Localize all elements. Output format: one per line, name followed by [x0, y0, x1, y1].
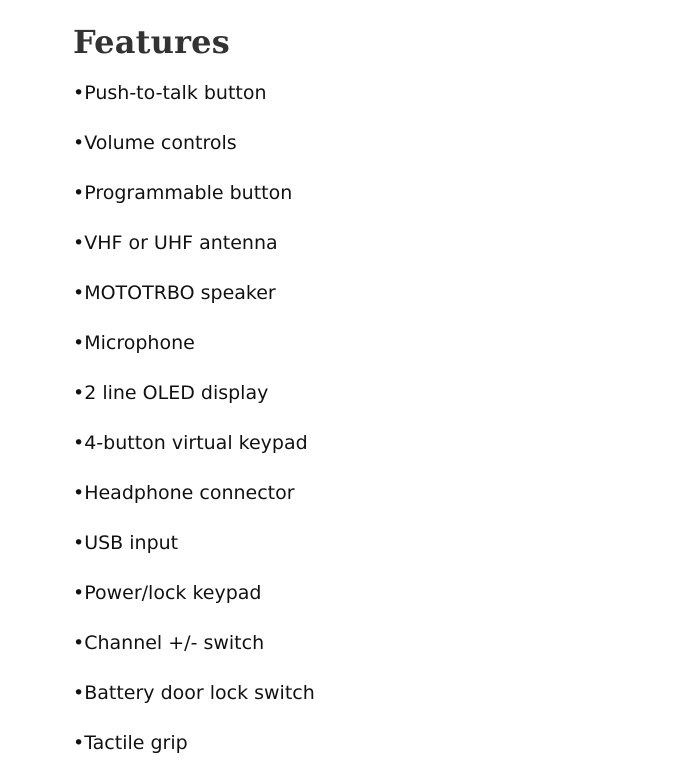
feature-item: [73, 531, 673, 581]
feature-label: •VHF or UHF antenna: [73, 232, 278, 254]
feature-label: •USB input: [73, 532, 179, 554]
feature-label: •Power/lock keypad: [73, 582, 262, 604]
page-title: Features: [73, 23, 230, 61]
feature-label: •4-button virtual keypad: [73, 432, 308, 454]
feature-item: [73, 731, 673, 755]
feature-item: [73, 131, 673, 181]
feature-item: [73, 581, 673, 631]
feature-label: •Microphone: [73, 332, 195, 354]
feature-item: [73, 431, 673, 481]
feature-list: [73, 81, 673, 755]
feature-label: •Volume controls: [73, 132, 237, 154]
feature-label: •Push-to-talk button: [73, 82, 267, 104]
feature-item: [73, 381, 673, 431]
feature-label: •2 line OLED display: [73, 382, 269, 404]
feature-item: [73, 81, 673, 131]
feature-label: •Tactile grip: [73, 732, 188, 754]
feature-item: [73, 481, 673, 531]
feature-item: [73, 631, 673, 681]
feature-label: •Programmable button: [73, 182, 293, 204]
feature-label: •Battery door lock switch: [73, 682, 315, 704]
feature-label: •MOTOTRBO speaker: [73, 282, 276, 304]
feature-item: [73, 681, 673, 731]
feature-item: [73, 281, 673, 331]
feature-item: [73, 331, 673, 381]
features-document: [73, 22, 673, 755]
feature-item: [73, 231, 673, 281]
feature-label: •Channel +/- switch: [73, 632, 265, 654]
feature-item: [73, 181, 673, 231]
feature-label: •Headphone connector: [73, 482, 295, 504]
